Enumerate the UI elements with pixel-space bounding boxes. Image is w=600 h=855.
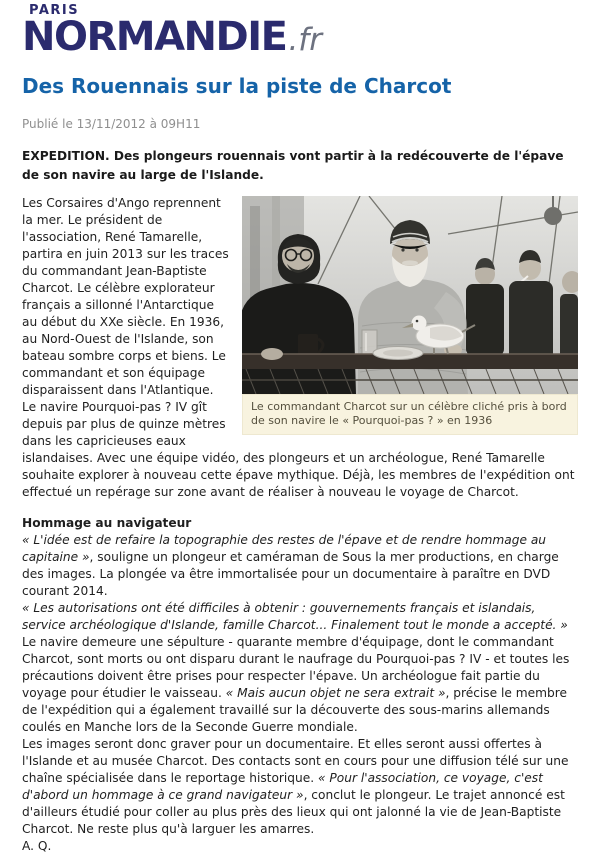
- page-title: Des Rouennais sur la piste de Charcot: [22, 74, 452, 98]
- photo-caption: Le commandant Charcot sur un célèbre cliché pris à bord de son navire le « Pourquoi-pas ? » en 1936: [242, 394, 578, 435]
- logo-normandie-text: NORMANDIE.fr: [22, 14, 322, 60]
- subheading-hommage: Hommage au navigateur: [22, 516, 192, 530]
- article-lead: EXPEDITION. Des plongeurs rouennais vont partir à la redécouverte de l'épave de son navire au large de l'Islande.: [22, 149, 564, 182]
- paragraph-2: « L'idée est de refaire la topographie des restes de l'épave et de rendre hommage au capitaine », souligne un plongeur et caméraman de Sous la mer productions, en charge des images. La plongée va être immortalisée pour un documentaire à paraître en DVD courant 2014.: [22, 533, 559, 598]
- logo-paris-text: PARIS: [29, 3, 80, 18]
- article-photo: [242, 196, 578, 435]
- paragraph-4: Les images seront donc graver pour un documentaire. Et elles seront aussi offertes à l'Islande et au musée Charcot. Des contacts sont en cours pour une diffusion télé sur une chaîne spécialisée dans le reportage historique. « Pour l'association, ce voyage, c'est d'abord un hommage à ce grand navigateur », conclut le plongeur. Le trajet annoncé est d'ailleurs étudié pour coller au plus près des lieux qui ont jalonné la vie de Jean-Baptiste Charcot. Ne reste plus qu'à larguer les amarres.: [22, 737, 569, 836]
- published-date: Publié le 13/11/2012 à 09H11: [22, 117, 201, 131]
- paragraph-3: « Les autorisations ont été difficiles à obtenir : gouvernements français et islandais, service archéologique d'Islande, famille Charcot... Finalement tout le monde a accepté. » Le navire demeure une sépulture - quarante membre d'équipage, dont le commandant Charcot, sont morts ou ont disparu durant le naufrage du Pourquoi-pas ? IV - et toutes les précautions doivent être prises pour respecter l'épave. Un archéologue fait partie du voyage pour étudier le vaisseau. « Mais aucun objet ne sera extrait », précise le membre de l'expédition qui a également travaillé sur la découverte des sous-marins allemands coulés en Manche lors de la Seconde Guerre mondiale.: [22, 601, 570, 734]
- byline: A. Q.: [22, 839, 52, 853]
- paragraph-1: Les Corsaires d'Ango reprennent la mer. Le président de l'association, René Tamarelle, partira en juin 2013 sur les traces du commandant Jean-Baptiste Charcot. Le célèbre explorateur français a sillonné l'Antarctique au début du XXe siècle. En 1936, au Nord-Ouest de l'Islande, son bateau sombre corps et biens. Le commandant et son équipage disparaissent dans l'Atlantique. Le navire Pourquoi-pas ? IV gît depuis par plus de quinze mètres dans les capricieuses eaux islandaises. Avec une équipe vidéo, des plongeurs et un archéologue, René Tamarelle souhaite explorer à nouveau cette épave mythique. Déjà, les membres de l'expédition ont effectué un repérage sur zone avant de réaliser à nouveau le voyage de Charcot.: [22, 196, 575, 499]
- article-body: [22, 195, 578, 855]
- site-logo[interactable]: [22, 4, 578, 60]
- charcot-photo-illustration: [242, 196, 578, 394]
- ship-bell: [544, 207, 562, 225]
- logo-fr-suffix: .fr: [288, 22, 322, 58]
